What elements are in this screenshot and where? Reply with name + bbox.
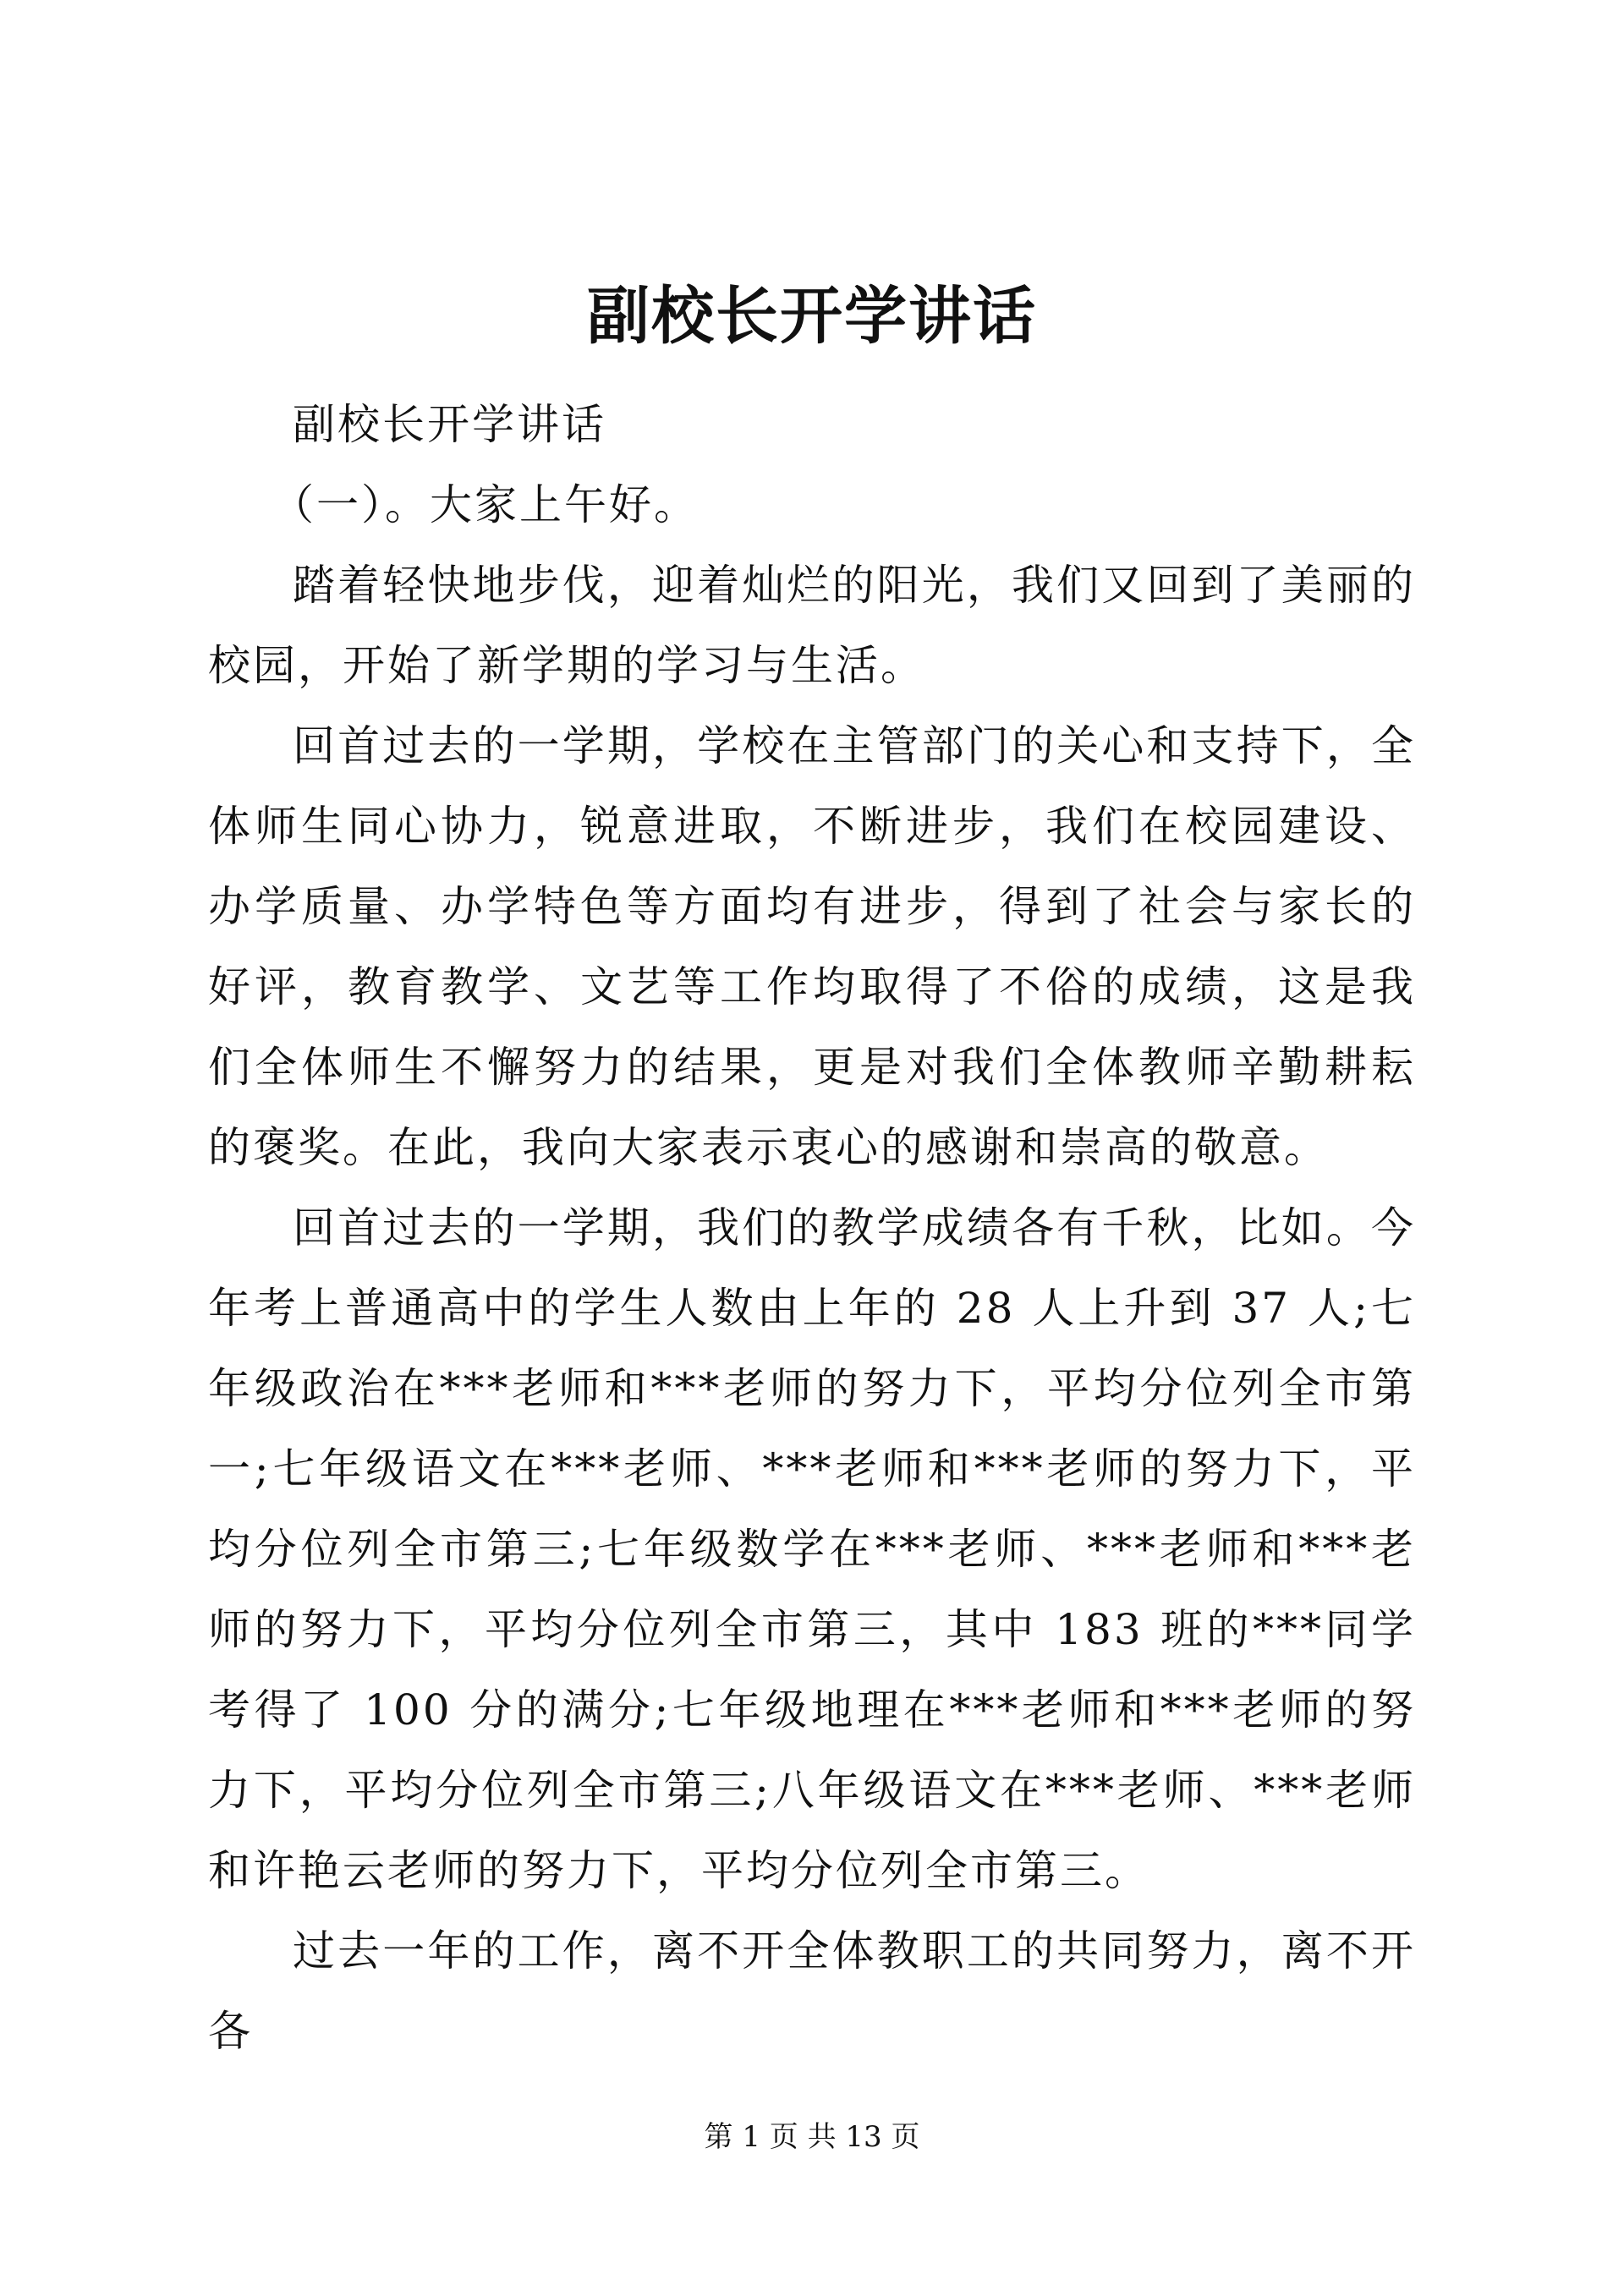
paragraph-intro: 踏着轻快地步伐，迎着灿烂的阳光，我们又回到了美丽的校园，开始了新学期的学习与生活。: [208, 561, 1416, 690]
paragraph-thanks: 过去一年的工作，离不开全体教职工的共同努力，离不开各: [208, 1926, 1416, 2056]
paragraph-results: 回首过去的一学期，我们的教学成绩各有千秋，比如。今年考上普通高中的学生人数由上年的 28 人上升到 37 人;七年级政治在***老师和***老师的努力下，平均分位列全市第一;七年级语文在***老师、***老师和***老师的努力下，平均分位列全市第三;七年级数学在***老师、***老师和***老师的努力下，平均分位列全市第三，其中 183 班的***同学考得了 100 分的满分;七年级地理在***老师和***老师的努力下，平均分位列全市第三;八年级语文在***老师、***老师和许艳云老师的努力下，平均分位列全市第三。: [208, 1203, 1416, 1895]
document-body: [208, 385, 1416, 2072]
page-footer: 第 1 页 共 13 页: [704, 2120, 920, 2154]
paragraph-review: 回首过去的一学期，学校在主管部门的关心和支持下，全体师生同心协力，锐意进取，不断进步，我们在校园建设、办学质量、办学特色等方面均有进步，得到了社会与家长的好评，教育教学、文艺等工作均取得了不俗的成绩，这是我们全体师生不懈努力的结果，更是对我们全体教师辛勤耕耘的褒奖。在此，我向大家表示衷心的感谢和崇高的敬意。: [208, 721, 1416, 1172]
paragraph-greeting: （一）。大家上午好。: [272, 480, 699, 529]
paragraph-subtitle: 副校长开学讲话: [293, 400, 606, 449]
document-title: 副校长开学讲话: [587, 280, 1037, 353]
